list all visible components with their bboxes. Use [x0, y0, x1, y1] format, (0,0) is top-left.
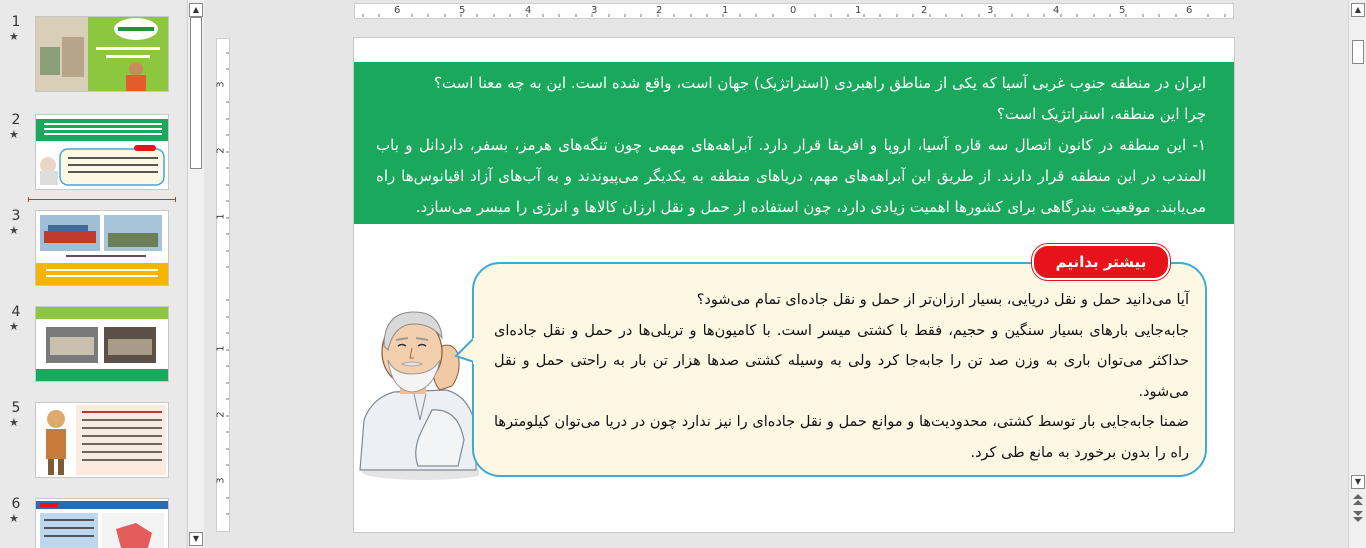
- ruler-label: 3: [215, 477, 227, 484]
- slide-preview: [35, 114, 169, 190]
- animation-star-icon: ★: [9, 224, 19, 237]
- ruler-label: 3: [215, 81, 227, 88]
- slide-thumbnail-1[interactable]: [0, 14, 186, 102]
- slide-number: 6: [11, 496, 21, 512]
- slide-number: 3: [11, 208, 21, 224]
- bubble-paragraph-1: جابه‌جایی بارهای بسیار سنگین و حجیم، فقط با کشتی میسر است. با کامیون‌ها و تریلی‌ها در حمل و نقل جاده‌ای حداکثر می‌توان باری به وزن صد تن را جابه‌جا کرد ولی به وسیله کشتی صدها هزار تن بار به راحتی حمل و نقل می‌شود.: [494, 322, 1189, 400]
- ruler-label: 6: [394, 5, 401, 16]
- scroll-up-button[interactable]: ▲: [189, 3, 203, 17]
- slide-preview: [35, 498, 169, 548]
- slide-number: 1: [11, 14, 21, 30]
- slide-preview: [35, 306, 169, 382]
- scroll-down-button[interactable]: ▼: [1351, 475, 1365, 489]
- scroll-thumb[interactable]: [190, 17, 202, 169]
- intro-question: ایران در منطقه جنوب غربی آسیا که یکی از مناطق راهبردی (استراتژیک) جهان است، واقع شده است. این به چه معنا است؟: [433, 74, 1206, 92]
- slide-canvas[interactable]: [353, 37, 1235, 533]
- ruler-label: 2: [215, 411, 227, 418]
- know-more-badge: بیشتر بدانیم: [1032, 244, 1170, 280]
- editor-scrollbar[interactable]: [1348, 0, 1366, 548]
- ruler-label: 1: [215, 345, 227, 352]
- ruler-label: 1: [855, 5, 862, 16]
- ruler-label: 3: [591, 5, 598, 16]
- animation-star-icon: ★: [9, 512, 19, 525]
- next-slide-icon[interactable]: [1352, 509, 1364, 525]
- slide-thumbnail-4[interactable]: [0, 304, 186, 392]
- ruler-label: 5: [459, 5, 466, 16]
- ruler-label: 1: [215, 213, 227, 220]
- speech-bubble-tail: [454, 338, 478, 366]
- animation-star-icon: ★: [9, 128, 19, 141]
- ruler-label: 4: [1053, 5, 1060, 16]
- ruler-label: 2: [921, 5, 928, 16]
- slide-number: 5: [11, 400, 21, 416]
- slide-thumbnail-pane: [0, 0, 186, 548]
- bubble-question: آیا می‌دانید حمل و نقل دریایی، بسیار ارزان‌تر از حمل و نقل جاده‌ای تمام می‌شود؟: [696, 292, 1189, 308]
- slide-number: 4: [11, 304, 21, 320]
- scroll-thumb[interactable]: [1352, 40, 1364, 64]
- intro-subquestion: چرا این منطقه، استراتژیک است؟: [996, 105, 1206, 123]
- slide-number: 2: [11, 112, 21, 128]
- slide-preview: [35, 402, 169, 478]
- intro-answer: ۱- این منطقه در کانون اتصال سه قاره آسیا، اروپا و افریقا قرار دارد. آبراهه‌های مهمی چون تنگه‌های هرمز، بسفر، داردانل و باب المندب در این منطقه قرار دارند. از طریق این آبراهه‌های مهم، دریاهای منطقه به یکدیگر می‌پیوندند و به آب‌های آزاد اقیانوس‌ها راه می‌یابند. موقعیت بندرگاهی برای کشورها اهمیت زیادی دارد، چون استفاده از حمل و نقل ارزان کالاها و انرژی را میسر می‌سازد.: [376, 136, 1206, 216]
- slide-thumbnail-6[interactable]: [0, 496, 186, 548]
- vertical-ruler[interactable]: [216, 38, 230, 532]
- ruler-label: 1: [722, 5, 729, 16]
- horizontal-ruler[interactable]: [354, 3, 1234, 19]
- intro-text-box[interactable]: [354, 62, 1234, 224]
- insertion-marker: [28, 199, 176, 200]
- ruler-label: 5: [1119, 5, 1126, 16]
- thumbnail-scrollbar[interactable]: [187, 0, 204, 548]
- slide-thumbnail-2[interactable]: [0, 112, 186, 200]
- ruler-label: 6: [1186, 5, 1193, 16]
- slide-editor: [204, 0, 1346, 548]
- animation-star-icon: ★: [9, 416, 19, 429]
- ruler-label: 0: [790, 5, 797, 16]
- ruler-label: 2: [215, 147, 227, 154]
- ruler-label: 2: [656, 5, 663, 16]
- bubble-paragraph-2: ضمنا جابه‌جایی بار توسط کشتی، محدودیت‌ها و موانع حمل و نقل جاده‌ای را نیز ندارد چون در دریا می‌توان کیلومترها راه را بدون برخورد به مانع طی کرد.: [494, 414, 1189, 461]
- slide-thumbnail-3[interactable]: [0, 208, 186, 296]
- scroll-down-button[interactable]: ▼: [189, 532, 203, 546]
- slide-thumbnail-5[interactable]: [0, 400, 186, 488]
- animation-star-icon: ★: [9, 30, 19, 43]
- slide-preview: [35, 210, 169, 286]
- ruler-label: 4: [525, 5, 532, 16]
- info-bubble-text: [494, 285, 1189, 468]
- old-man-illustration: [354, 290, 479, 480]
- ruler-label: 3: [987, 5, 994, 16]
- scroll-up-button[interactable]: ▲: [1351, 3, 1365, 17]
- slide-preview: [35, 16, 169, 92]
- animation-star-icon: ★: [9, 320, 19, 333]
